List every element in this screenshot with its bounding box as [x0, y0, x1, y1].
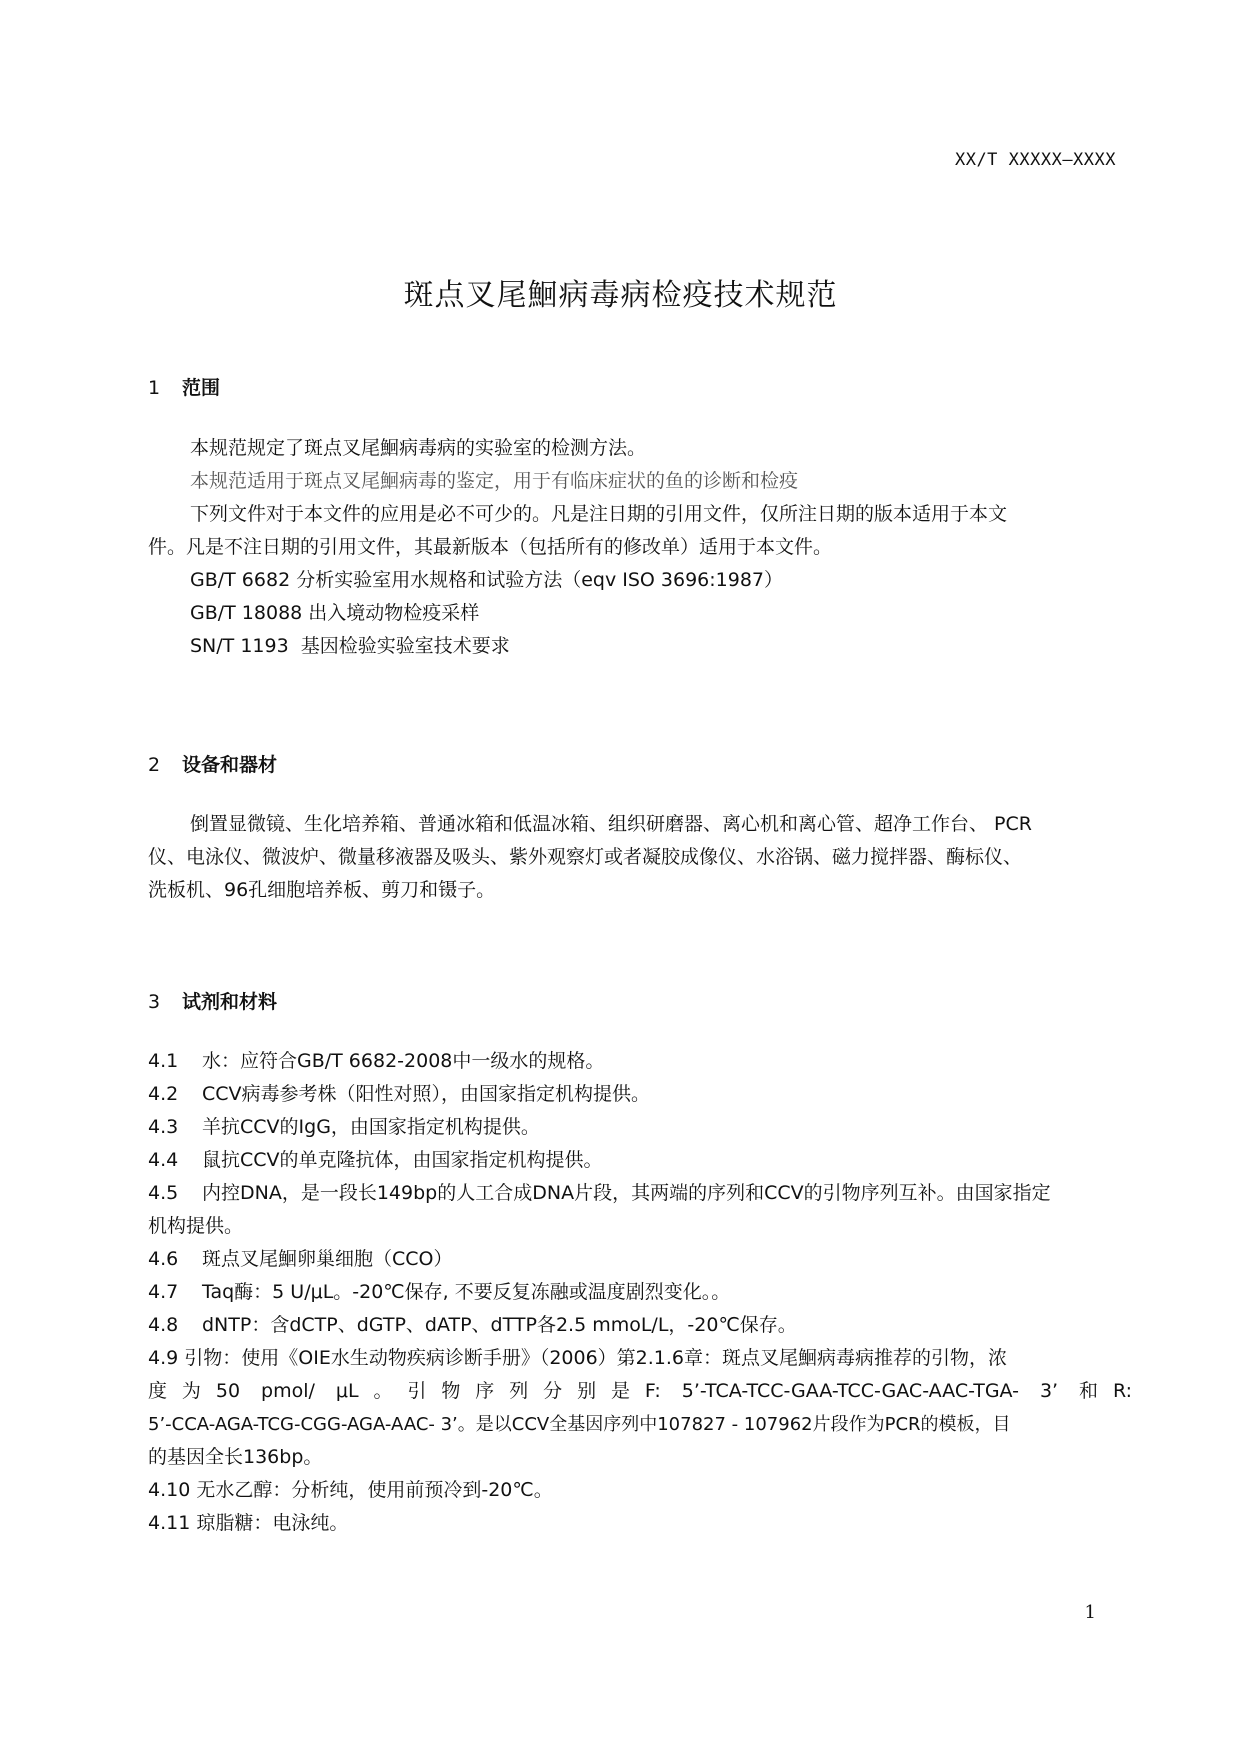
reagent-item: 4.7 Taq酶：5 U/μL。-20℃保存, 不要反复冻融或温度剧烈变化。。 — [148, 1281, 731, 1303]
scope-paragraph-2: 本规范适用于斑点叉尾鮰病毒的鉴定，用于有临床症状的鱼的诊断和检疫 — [190, 470, 799, 492]
section-3-heading — [148, 987, 277, 1014]
reagent-item-4-9-line-1: 4.9 引物：使用《OIE水生动物疾病诊断手册》（2006）第2.1.6章：斑点叉尾鮰病毒病推荐的引物，浓 — [148, 1347, 1008, 1369]
section-number: 2 — [148, 754, 161, 776]
scope-section — [148, 432, 1132, 663]
reagent-item-4-10: 4.10 无水乙醇：分析纯，使用前预冷到-20℃。 — [148, 1479, 553, 1501]
reagent-item-4-11: 4.11 琼脂糖：电泳纯。 — [148, 1512, 349, 1534]
equipment-line-3: 洗板机、96孔细胞培养板、剪刀和镊子。 — [148, 879, 496, 901]
section-number: 1 — [148, 377, 161, 399]
equipment-section — [148, 808, 1132, 907]
section-number: 3 — [148, 991, 161, 1013]
section-title: 设备和器材 — [182, 754, 278, 776]
reagents-section — [148, 1045, 1132, 1540]
section-2-heading — [148, 750, 277, 777]
scope-paragraph-3-line-2: 件。凡是不注日期的引用文件，其最新版本（包括所有的修改单）适用于本文件。 — [148, 536, 833, 558]
reagent-item-continuation: 机构提供。 — [148, 1215, 244, 1237]
document-title: 斑点叉尾鮰病毒病检疫技术规范 — [403, 278, 838, 313]
reference-gbt-18088: GB/T 18088 出入境动物检疫采样 — [190, 602, 480, 624]
scope-paragraph-3-line-1: 下列文件对于本文件的应用是必不可少的。凡是注日期的引用文件，仅所注日期的版本适用于本文 — [190, 503, 1008, 525]
section-title: 范围 — [182, 377, 221, 399]
standard-code: XX/T XXXXX—XXXX — [954, 150, 1116, 170]
reagent-item: 4.4 鼠抗CCV的单克隆抗体，由国家指定机构提供。 — [148, 1149, 603, 1171]
reagent-item: 4.5 内控DNA，是一段长149bp的人工合成DNA片段，其两端的序列和CCV的引物序列互补。由国家指定 — [148, 1182, 1051, 1204]
reagent-item-4-9-line-4: 的基因全长136bp。 — [148, 1446, 323, 1468]
reference-snt-1193: SN/T 1193 基因检验实验室技术要求 — [190, 635, 510, 657]
reagent-item-4-9-line-2: 度为50 pmol/ μL。引物序列分别是F: 5’-TCA-TCC-GAA-TCC-GAC-AAC-TGA- 3’ 和R: — [148, 1380, 1132, 1402]
equipment-line-1: 倒置显微镜、生化培养箱、普通冰箱和低温冰箱、组织研磨器、离心机和离心管、超净工作台、 PCR — [190, 813, 1032, 835]
reagent-item: 4.3 羊抗CCV的IgG，由国家指定机构提供。 — [148, 1116, 540, 1138]
section-title: 试剂和材料 — [182, 991, 278, 1013]
reference-gbt-6682: GB/T 6682 分析实验室用水规格和试验方法（eqv ISO 3696:1987） — [190, 569, 783, 591]
reagent-item: 4.8 dNTP：含dCTP、dGTP、dATP、dTTP各2.5 mmoL/L，-20℃保存。 — [148, 1314, 797, 1336]
equipment-line-2: 仪、电泳仪、微波炉、微量移液器及吸头、紫外观察灯或者凝胶成像仪、水浴锅、磁力搅拌器、酶标仪、 — [148, 846, 1023, 868]
reagent-item: 4.6 斑点叉尾鮰卵巢细胞（CCO） — [148, 1248, 453, 1270]
reagent-item-4-9-line-3: 5’-CCA-AGA-TCG-CGG-AGA-AAC- 3’。是以CCV全基因序列中107827 - 107962片段作为PCR的模板，目 — [148, 1414, 1011, 1435]
reagent-item: 4.1 水：应符合GB/T 6682-2008中一级水的规格。 — [148, 1050, 605, 1072]
section-1-heading — [148, 373, 220, 400]
reagent-item: 4.2 CCV病毒参考株（阳性对照），由国家指定机构提供。 — [148, 1083, 651, 1105]
scope-paragraph-1: 本规范规定了斑点叉尾鮰病毒病的实验室的检测方法。 — [190, 437, 647, 459]
page-number: 1 — [1084, 1602, 1096, 1623]
